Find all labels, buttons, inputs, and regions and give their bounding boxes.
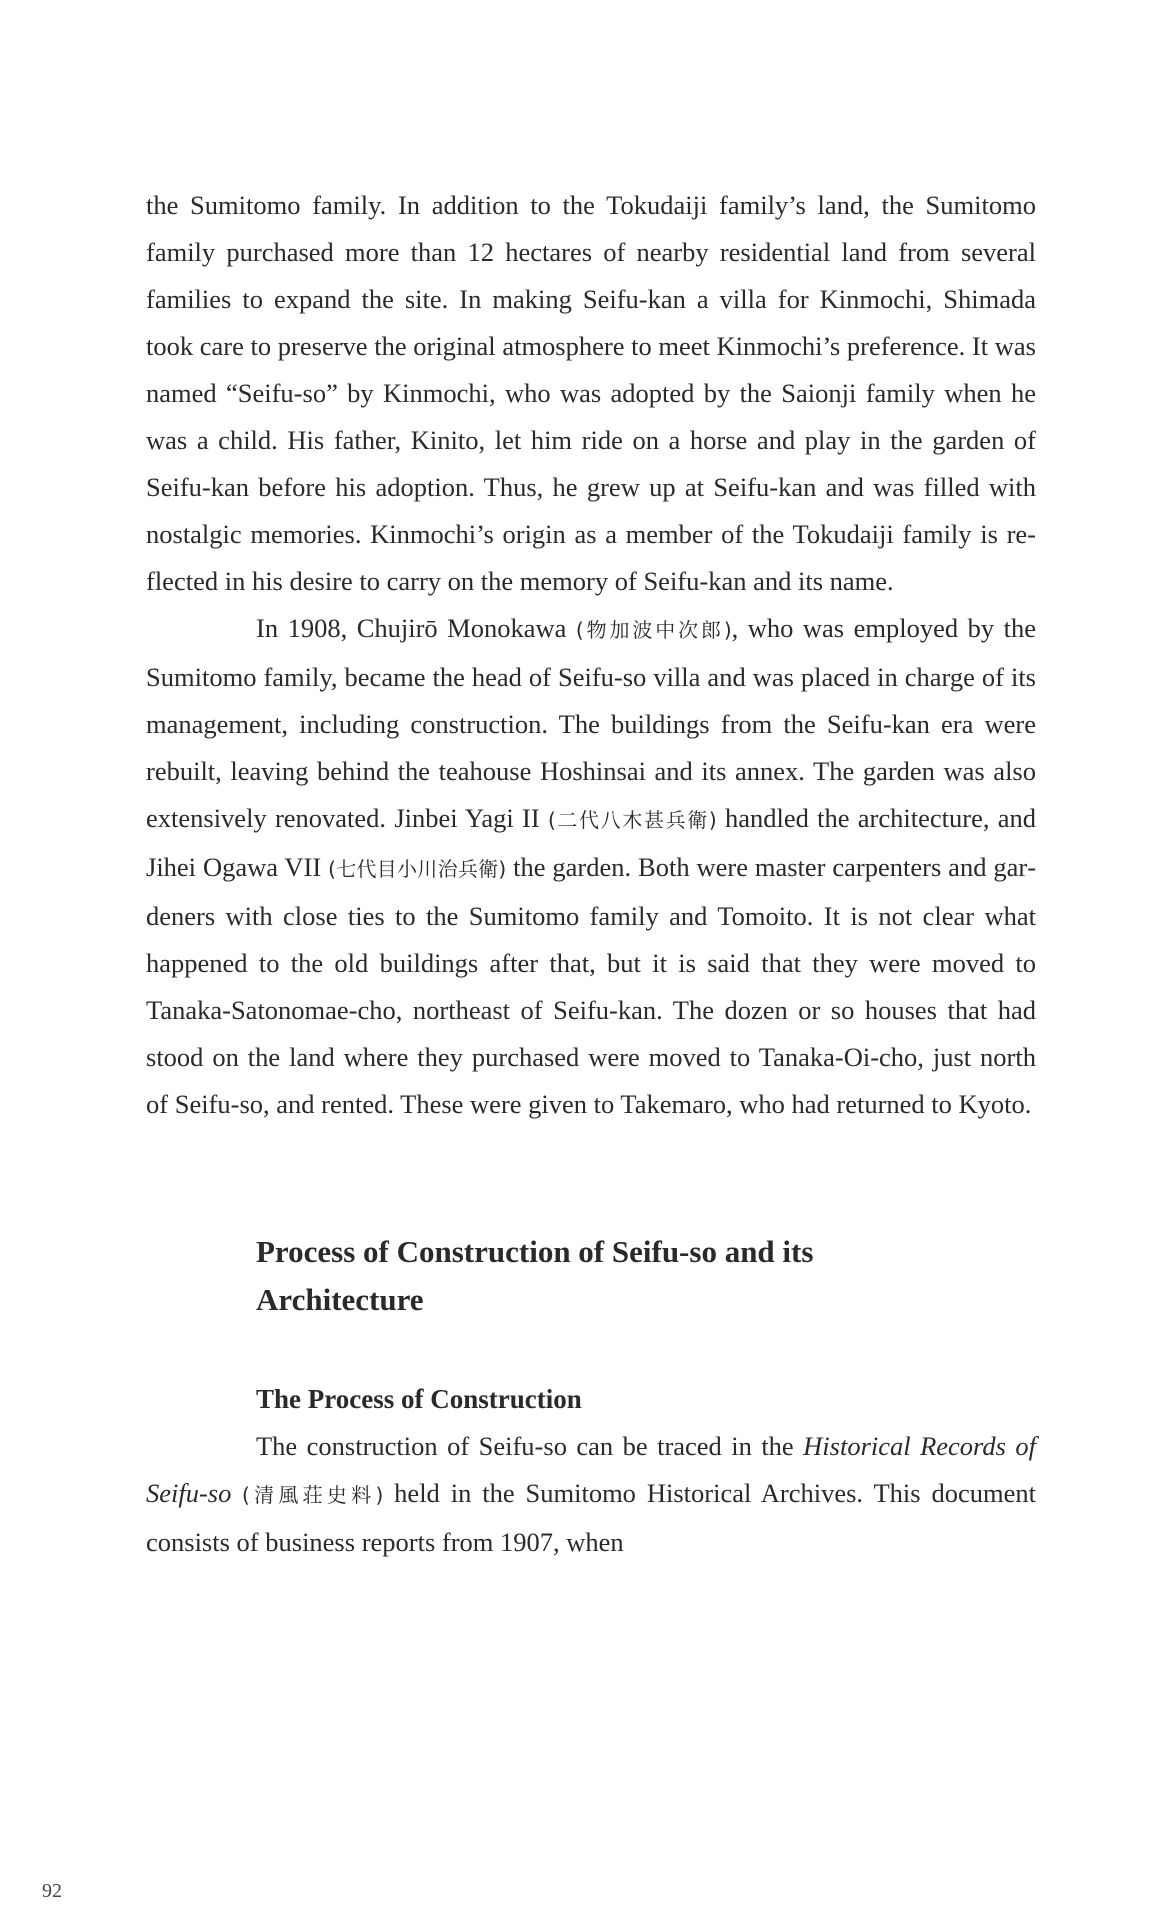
subsection-heading: The Process of Construction xyxy=(256,1384,582,1414)
paragraph-seifu-kan-villa: the Sumitomo family. In addition to the Tokudaiji family’s land, the Sumitomo family purchased more than 12 hectares of nearby residential land from several families to expand the site. In making Seifu-kan a villa for Kinmochi, Shimada took care to preserve the original atmosphere to meet Kinmochi’s preference. It was named “Seifu-so” by Kinmochi, who was adopted by the Saionji family when he was a child. His father, Kinito, let him ride on a horse and play in the garden of Seifu-kan before his adoption. Thus, he grew up at Seifu-kan and was filled with nostalgic memories. Kinmochi’s origin as a member of the Tokudaiji family is reflected in his desire to carry on the memory of Seifu-kan and its name. xyxy=(146,190,1036,596)
paragraph-text-segment: held in the Sumitomo Historical Archives. This document consists of business reports from 1907, when xyxy=(146,1478,1036,1557)
section-heading-line-1: Process of Construction of Seifu-so and its xyxy=(256,1234,814,1269)
paragraph-historical-records xyxy=(146,1423,1036,1566)
paragraph-text-segment: The construction of Seifu-so can be traced in the xyxy=(256,1431,804,1461)
page-number: 92 xyxy=(42,1880,62,1902)
section-heading xyxy=(256,1228,1036,1324)
paragraph-text-segment: , who was employed by the Sumitomo family, became the head of Seifu-so villa and was placed in charge of its management, including construction. The buildings from the Seifu-kan era were rebuilt, leaving behind the teahouse Hoshinsai and its annex. The garden was also extensively renovated. Jinbei Yagi II xyxy=(146,613,1036,833)
kanji-records: (清風荘史料) xyxy=(231,1483,384,1507)
paragraph-text-segment: the garden. Both were master carpenters and gardeners with close ties to the Sumitomo family and Tomoito. It is not clear what happened to the old buildings after that, but it is said that they were moved to Tanaka-Satonomae-cho, northeast of Seifu-kan. The dozen or so houses that had stood on the land where they purchased were moved to Tanaka-Oi-cho, just north of Seifu-so, and rented. These were given to Takemaro, who had returned to Kyoto. xyxy=(146,852,1037,1119)
kanji-yagi: (二代八木甚兵衛) xyxy=(547,808,717,832)
paragraph-monokawa-1908 xyxy=(146,605,1036,1128)
section-heading-line-2: Architecture xyxy=(256,1282,424,1317)
paragraph-text-segment: In 1908, Chujirō Monokawa xyxy=(256,613,576,643)
italic-document-title: Historical Records of Seifu-so xyxy=(146,1431,1036,1508)
paragraph-text-segment: handled the architecture, and Jihei Ogawa VII xyxy=(146,803,1036,882)
kanji-ogawa: (七代目小川治兵衛) xyxy=(328,857,507,881)
kanji-monokawa: (物加波中次郎) xyxy=(575,618,732,642)
text-column xyxy=(146,182,1036,1566)
